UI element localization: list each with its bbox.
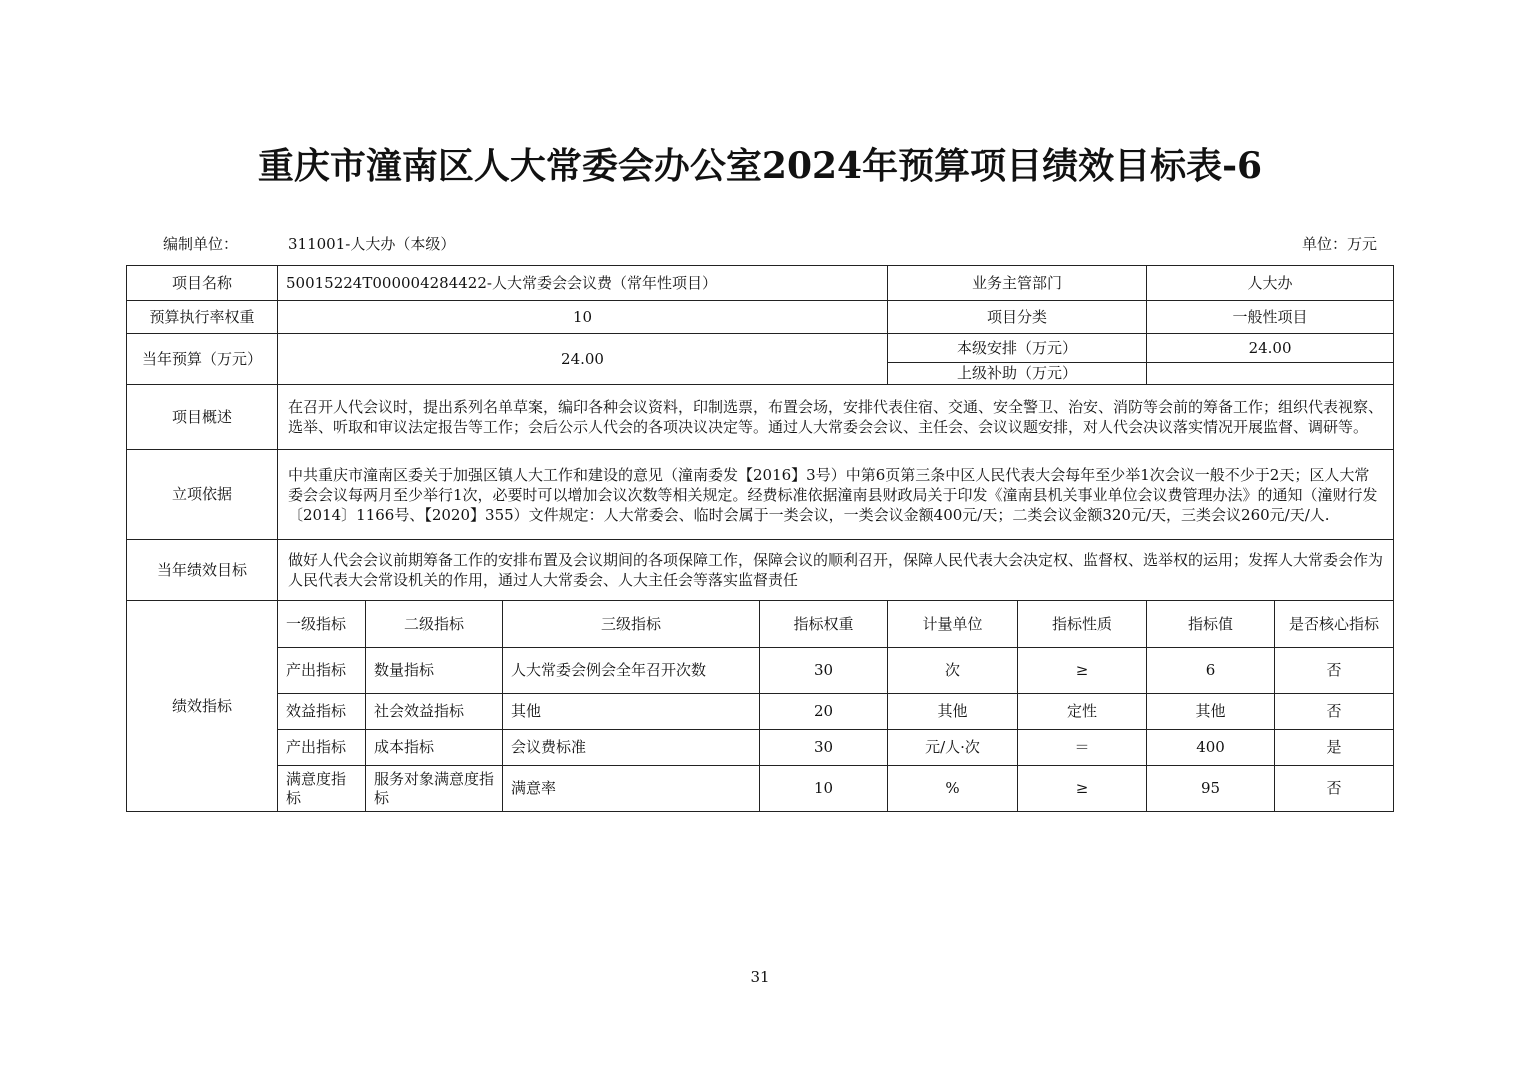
header-core: 是否核心指标	[1275, 601, 1394, 648]
subsidy-label: 上级补助（万元）	[888, 363, 1147, 385]
basis-value: 中共重庆市潼南区委关于加强区镇人大工作和建设的意见（潼南委发【2016】3号）中第6页第三条中区人民代表大会每年至少举1次会议一般不少于2天；区人大常委会会议每两月至少举行1次，必要时可以增加会议次数等相关规定。经费标准依据潼南县财政局关于印发《潼南县机关事业单位会议费管理办法》的通知（潼财行发〔2014〕1166号、【2020】355）文件规定：人大常委会、临时会属于一类会议，一类会议金额400元/天；二类会议金额320元/天，三类会议260元/天/人.	[278, 450, 1394, 540]
indicator-unit: 次	[888, 648, 1018, 694]
meta-row	[0, 230, 1520, 254]
indicator-level3: 人大常委会例会全年召开次数	[503, 648, 760, 694]
indicator-level2: 服务对象满意度指标	[366, 766, 503, 812]
indicator-level2: 数量指标	[366, 648, 503, 694]
dept-label: 业务主管部门	[888, 266, 1147, 301]
indicator-level3: 其他	[503, 694, 760, 730]
weight-row	[127, 301, 1394, 334]
indicator-level1: 满意度指标	[278, 766, 366, 812]
header-weight: 指标权重	[760, 601, 888, 648]
indicator-value: 其他	[1147, 694, 1275, 730]
table-row	[127, 730, 1394, 766]
indicator-weight: 10	[760, 766, 888, 812]
overview-label: 项目概述	[127, 385, 278, 450]
indicator-nature: 定性	[1018, 694, 1147, 730]
goal-row	[127, 540, 1394, 601]
indicator-label: 绩效指标	[127, 601, 278, 812]
indicator-unit: 元/人·次	[888, 730, 1018, 766]
indicator-core: 是	[1275, 730, 1394, 766]
overview-row	[127, 385, 1394, 450]
subsidy-value	[1147, 363, 1394, 385]
table-row	[127, 694, 1394, 730]
table-row	[127, 648, 1394, 694]
page-title: 重庆市潼南区人大常委会办公室2024年预算项目绩效目标表-6	[257, 145, 1263, 187]
indicator-value: 400	[1147, 730, 1275, 766]
project-name-value: 50015224T000004284422-人大常委会会议费（常年性项目）	[278, 266, 888, 301]
indicator-nature: ≥	[1018, 766, 1147, 812]
indicator-unit: %	[888, 766, 1018, 812]
local-value: 24.00	[1147, 334, 1394, 363]
indicator-weight: 20	[760, 694, 888, 730]
indicator-level2: 成本指标	[366, 730, 503, 766]
header-unit: 计量单位	[888, 601, 1018, 648]
currency-unit: 单位：万元	[1302, 235, 1378, 253]
header-level3: 三级指标	[503, 601, 760, 648]
indicator-header-row	[127, 601, 1394, 648]
indicator-level1: 产出指标	[278, 730, 366, 766]
budget-value: 24.00	[278, 334, 888, 385]
indicator-value: 6	[1147, 648, 1275, 694]
indicator-level1: 产出指标	[278, 648, 366, 694]
goal-value: 做好人代会会议前期筹备工作的安排布置及会议期间的各项保障工作，保障会议的顺利召开，保障人民代表大会决定权、监督权、选举权的运用；发挥人大常委会作为人民代表大会常设机关的作用，通过人大常委会、人大主任会等落实监督责任	[278, 540, 1394, 601]
project-name-label: 项目名称	[127, 266, 278, 301]
indicator-core: 否	[1275, 766, 1394, 812]
local-label: 本级安排（万元）	[888, 334, 1147, 363]
indicator-nature: ＝	[1018, 730, 1147, 766]
performance-table	[126, 265, 1394, 812]
weight-value: 10	[278, 301, 888, 334]
category-value: 一般性项目	[1147, 301, 1394, 334]
weight-label: 预算执行率权重	[127, 301, 278, 334]
page-number: 31	[750, 968, 770, 986]
table-row	[127, 766, 1394, 812]
indicator-unit: 其他	[888, 694, 1018, 730]
goal-label: 当年绩效目标	[127, 540, 278, 601]
unit-value: 311001-人大办（本级）	[288, 235, 456, 253]
indicator-level2: 社会效益指标	[366, 694, 503, 730]
indicator-core: 否	[1275, 648, 1394, 694]
indicator-nature: ≥	[1018, 648, 1147, 694]
header-nature: 指标性质	[1018, 601, 1147, 648]
unit-label: 编制单位：	[163, 235, 239, 253]
indicator-core: 否	[1275, 694, 1394, 730]
budget-label: 当年预算（万元）	[127, 334, 278, 385]
header-level1: 一级指标	[278, 601, 366, 648]
project-name-row	[127, 266, 1394, 301]
indicator-weight: 30	[760, 648, 888, 694]
indicator-level3: 满意率	[503, 766, 760, 812]
basis-label: 立项依据	[127, 450, 278, 540]
budget-row	[127, 334, 1394, 363]
header-value: 指标值	[1147, 601, 1275, 648]
overview-value: 在召开人代会议时，提出系列名单草案，编印各种会议资料，印制选票，布置会场，安排代表住宿、交通、安全警卫、治安、消防等会前的筹备工作；组织代表视察、选举、听取和审议法定报告等工作；会后公示人代会的各项决议决定等。通过人大常委会会议、主任会、会议议题安排，对人代会决议落实情况开展监督、调研等。	[278, 385, 1394, 450]
indicator-weight: 30	[760, 730, 888, 766]
header-level2: 二级指标	[366, 601, 503, 648]
dept-value: 人大办	[1147, 266, 1394, 301]
basis-row	[127, 450, 1394, 540]
indicator-level1: 效益指标	[278, 694, 366, 730]
indicator-value: 95	[1147, 766, 1275, 812]
category-label: 项目分类	[888, 301, 1147, 334]
indicator-level3: 会议费标准	[503, 730, 760, 766]
